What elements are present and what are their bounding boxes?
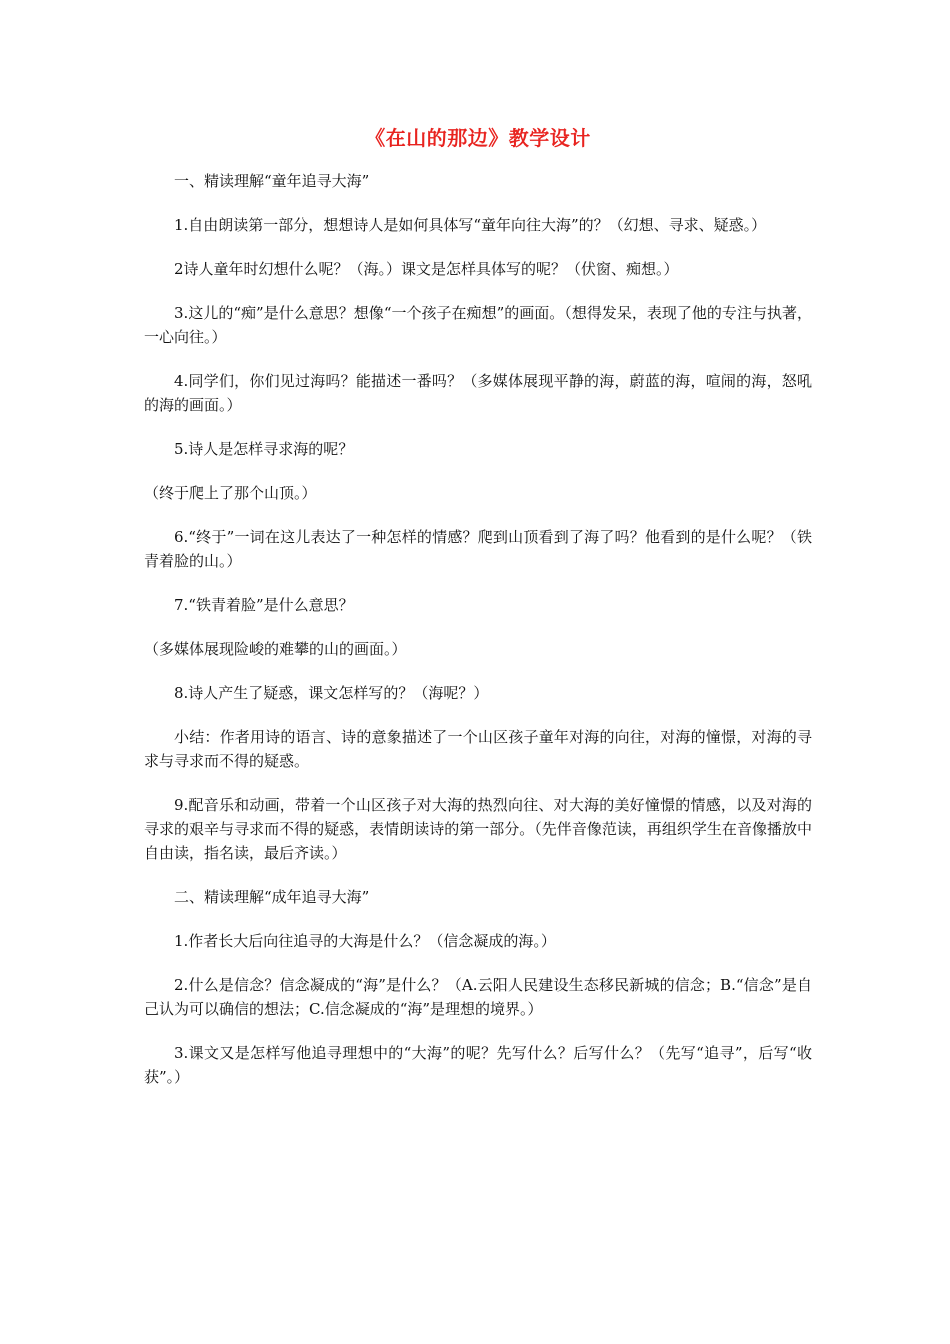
document-body	[144, 169, 812, 1089]
body-paragraph: 5.诗人是怎样寻求海的呢？	[174, 440, 354, 458]
body-paragraph: 3.课文又是怎样写他追寻理想中的“大海”的呢？先写什么？后写什么？（先写“追寻”，后写“收获”。）	[144, 1044, 812, 1086]
document-title: 《在山的那边》教学设计	[365, 126, 591, 150]
document-page	[144, 124, 812, 1109]
body-paragraph: （多媒体展现险峻的难攀的山的画面。）	[144, 640, 407, 658]
body-paragraph: 9.配音乐和动画，带着一个山区孩子对大海的热烈向往、对大海的美好憧憬的情感，以及对海的寻求的艰辛与寻求而不得的疑惑，表情朗读诗的第一部分。（先伴音像范读，再组织学生在音像播放中自由读，指名读，最后齐读。）	[144, 796, 812, 862]
body-paragraph: 1.作者长大后向往追寻的大海是什么？（信念凝成的海。）	[174, 932, 556, 950]
body-paragraph: 2诗人童年时幻想什么呢？（海。）课文是怎样具体写的呢？（伏窗、痴想。）	[174, 260, 679, 278]
body-paragraph: 一、精读理解“童年追寻大海”	[174, 172, 370, 190]
body-paragraph: 8.诗人产生了疑惑，课文怎样写的？（海呢？）	[174, 684, 489, 702]
body-paragraph: 3.这儿的“痴”是什么意思？想像“一个孩子在痴想”的画面。（想得发呆，表现了他的专注与执著，一心向往。）	[144, 304, 812, 346]
body-paragraph: （终于爬上了那个山顶。）	[144, 484, 317, 502]
body-paragraph: 小结：作者用诗的语言、诗的意象描述了一个山区孩子童年对海的向往，对海的憧憬，对海的寻求与寻求而不得的疑惑。	[144, 728, 812, 770]
body-paragraph: 二、精读理解“成年追寻大海”	[174, 888, 370, 906]
body-paragraph: 7.“铁青着脸”是什么意思？	[174, 596, 354, 614]
body-paragraph: 2.什么是信念？信念凝成的“海”是什么？（A.云阳人民建设生态移民新城的信念；B.“信念”是自己认为可以确信的想法；C.信念凝成的“海”是理想的境界。）	[144, 976, 812, 1018]
body-paragraph: 4.同学们，你们见过海吗？能描述一番吗？（多媒体展现平静的海，蔚蓝的海，喧闹的海，怒吼的海的画面。）	[144, 372, 812, 414]
body-paragraph: 1.自由朗读第一部分，想想诗人是如何具体写“童年向往大海”的？（幻想、寻求、疑惑。）	[174, 216, 767, 234]
body-paragraph: 6.“终于”一词在这儿表达了一种怎样的情感？爬到山顶看到了海了吗？他看到的是什么呢？（铁青着脸的山。）	[144, 528, 812, 570]
